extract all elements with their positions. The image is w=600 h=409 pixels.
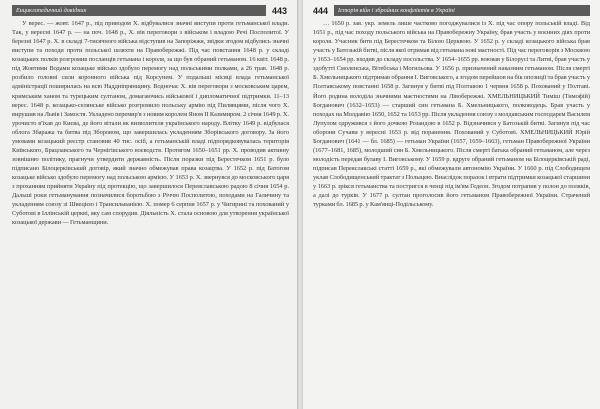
right-page-header [313,4,590,17]
left-page-header [12,4,289,17]
right-page [303,0,600,409]
left-page-body [12,19,289,227]
left-page-number: 443 [271,5,287,16]
right-paragraph: … 1650 р. зав. укр. земель лише частково погоджувалися із Х. під час опору польській владі. Від 1651 р., під час походу польського війська на Правобережну Україну, брав участь у воєнних діях проти короля. Учасник битв під Берестечком та Білою Церквою. У 1652 р. у складі козацького війська брав участь у Батозькій битві, після якої отримав від гетьмана нові маєтності. Під час переговорів з Москвою у 1653–1654 рр. входив до складу посольства. У 1654–1655 рр. воював у Білорусі та Литві, брав участь у здобутті Смоленська, Вітебська і Могильова. У 1656 р. призначений наказним гетьманом. Після смерті Б. Хмельницького підтримав обрання І. Виговського, а згодом перейшов на бік опозиції та брав участь у Полтавському повстанні 1658 р. Загинув у битві під Полтавою 1 червня 1658 р. Похований у Полтаві. Його родина володіла значними маєтностями на Лівобережжі. ХМЕЛЬНИЦЬКИЙ Тиміш (Тимофій) Богданович (1632–1653) — старший син гетьмана Б. Хмельницького, полководець. Брав участь у походах на Молдавію 1650, 1652 та 1653 рр. Після укладення союзу з молдавським господарем Василем Лупулом одружився з його дочкою Розандою в 1652 р. Відзначився у Батозькій битві. Загинув під час оборони Сучави у вересні 1653 р. від поранення. Похований у Суботові. ХМЕЛЬНИЦЬКИЙ Юрій Богданович (1641 — бл. 1685) — гетьман України (1657, 1659–1663), гетьман Правобережної України (1677–1681, 1685), молодший син Б. Хмельницького. Після смерті батька обраний гетьманом, але через молодість передав булаву І. Виговському. У 1659 р. вдруге обраний гетьманом на Білоцерківській раді, підписав Переяславські статті 1659 р., які обмежували автономію України. У 1660 р. під Слободищем уклав Слободищенський трактат з Польщею. Внаслідок поразок і втрати підтримки козацької старшини у 1663 р. зрікся гетьманства та постригся в ченці під ім'ям Гедеон. Згодом потрапив у полон до поляків, а далі до турків. У 1677 р. султан проголосив його гетьманом Правобережної України. Страчений турками бл. 1685 р. у Кам'янці-Подільському. [313,20,590,209]
right-page-body [313,19,590,209]
left-running-title: Енциклопедичний довідник [12,5,266,16]
right-running-title: Історія війн і збройних конфліктів в Україні [334,5,590,16]
right-page-number: 444 [313,5,329,16]
left-paragraph: У верес. — жовт. 1647 р., під приводом Х. відбувалися значні виступи проти гетьманської влади. Так, у вересні 1647 р. — на поч. 1648 р., Х. вів переговори з військом і владою Речі Посполитої. У березні 1647 р. Х. в складі 7-тисячного війська відступив на Запоріжжя, звідки згодом відбулись значні виступи та походи проти польської шляхти на Правобережжі. Під час повстання 1648 р. у складі козацьких полків розгромив посланців гетьмана і короля, за що був обраний гетьманом. 16 квіт. 1648 р. під Жовтими Водами козацьке військо здобуло перемогу над польськими полками, а 26 трав. 1648 р. розбило головні сили коронного війська під Корсунем. У подальші місяці влада гетьманської адміністрації поширилась на всю Наддніпрянщину. Водночас X. вів переговори з московським царем, кримським ханом та турецьким султаном, домагаючись військової і дипломатичної підтримки. 11–13 верес. 1648 р. козацько-селянське військо розгромило польську армію під Пилявцями, після чого Х. вирушив на Львів і Замостя. Укладено перемир'я з новим королем Яном II Казимиром. 2 січня 1649 р. Х. урочисто в'їхав до Києва, де його вітали як визволителя українського народу. Влітку 1649 р. відбулася облога Збаража та битва під Зборовом, що завершилась укладенням Зборівського договору. За його умовами козацький реєстр становив 40 тис. осіб, а гетьманській владі підпорядковувалась територія Київського, Брацлавського та Чернігівського воєводств. Протягом 1650–1651 рр. Х. проводив активну зовнішню політику, прагнучи утвердити державність. Після поразки під Берестечком 1651 р. було підписано Білоцерківський договір, який значно обмежував права козацтва. У 1652 р. під Батогом козацьке військо здобуло перемогу над польською армією. У 1653 р. Х. звернувся до московського царя з проханням прийняти Україну під протекцію, що завершилося Переяславською радою 8 січня 1654 р. Дальші роки гетьманування позначилися боротьбою з Річчю Посполитою, походами на Галичину та укладенням союзу зі Швецією і Трансильванією. Х. помер 6 серпня 1657 р. у Чигирині та похований у Суботові в Іллінській церкві, яку сам спорудив. Діяльність Х. стала основою для утворення української козацької держави — Гетьманщини. [12,20,289,227]
left-page [0,0,297,409]
